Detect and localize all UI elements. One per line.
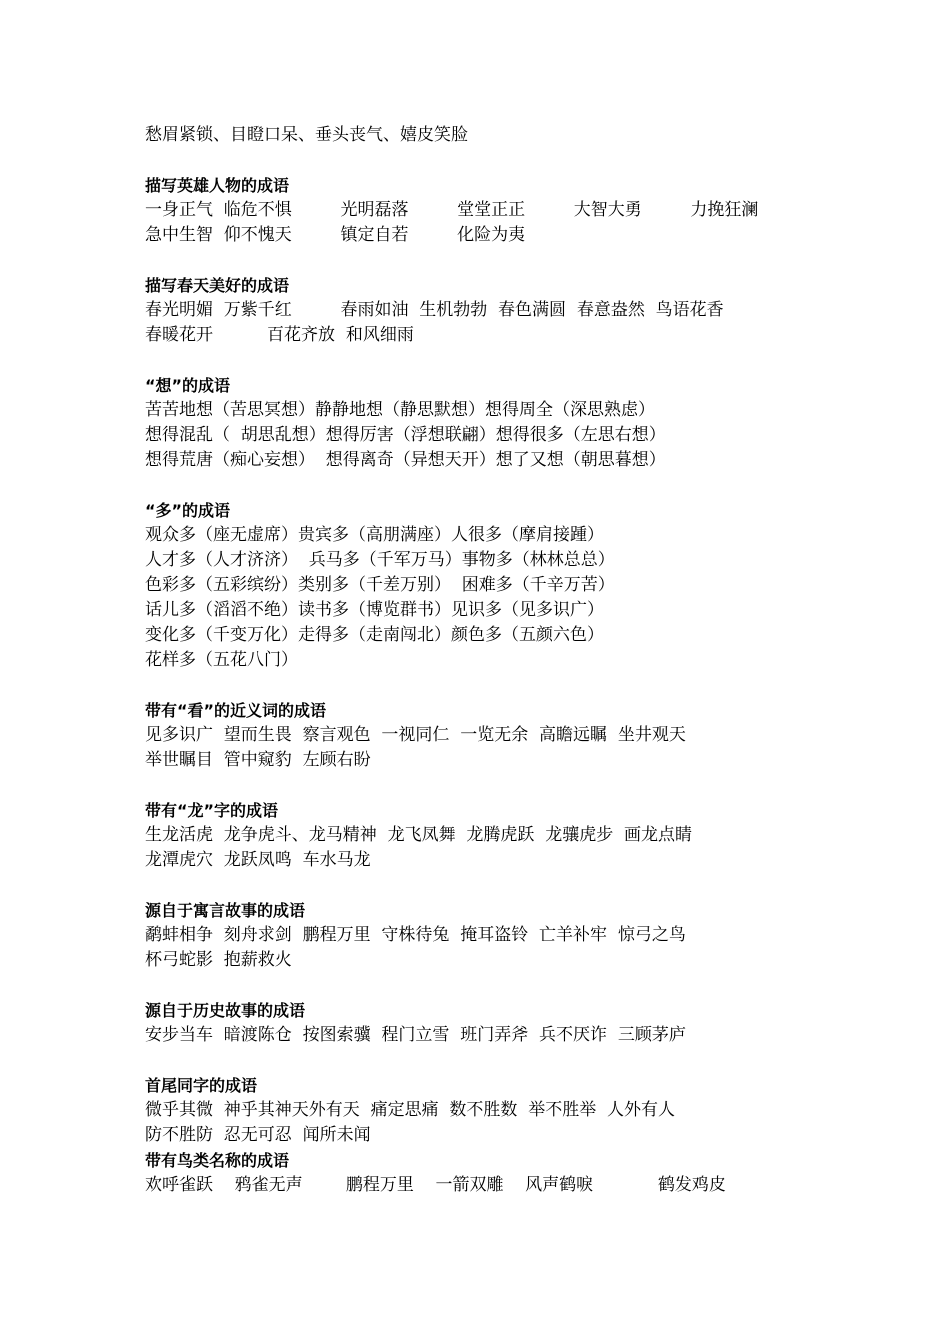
idiom-line: 鹬蚌相争 刻舟求剑 鹏程万里 守株待兔 掩耳盗铃 亡羊补牢 惊弓之鸟 bbox=[145, 925, 686, 945]
idiom-line: 苦苦地想（苦思冥想）静静地想（静思默想）想得周全（深思熟虑） bbox=[145, 400, 655, 420]
section-heading: 描写春天美好的成语 bbox=[145, 276, 290, 295]
idiom-line: 花样多（五花八门） bbox=[145, 650, 298, 670]
section-heading: 源自于寓言故事的成语 bbox=[145, 901, 306, 920]
section-heading: 带有“看”的近义词的成语 bbox=[145, 701, 327, 720]
spacer bbox=[145, 773, 865, 798]
section-heading: 源自于历史故事的成语 bbox=[145, 1001, 306, 1020]
spacer bbox=[145, 973, 865, 998]
idiom-line: 想得荒唐（痴心妄想） 想得离奇（异想天开）想了又想（朝思暮想） bbox=[145, 450, 666, 470]
section-heading: “想”的成语 bbox=[145, 376, 231, 395]
spacer bbox=[145, 1048, 865, 1073]
spacer bbox=[145, 148, 865, 173]
idiom-line: 龙潭虎穴 龙跃凤鸣 车水马龙 bbox=[145, 850, 371, 870]
section-heading: 带有“龙”字的成语 bbox=[145, 801, 279, 820]
spacer bbox=[145, 673, 865, 698]
idiom-line: 微乎其微 神乎其神天外有天 痛定思痛 数不胜数 举不胜举 人外有人 bbox=[145, 1100, 676, 1120]
idiom-line: 人才多（人才济济） 兵马多（千军万马）事物多（林林总总） bbox=[145, 550, 615, 570]
intro-line: 愁眉紧锁、目瞪口呆、垂头丧气、嬉皮笑脸 bbox=[145, 125, 468, 145]
idiom-line: 安步当车 暗渡陈仓 按图索骥 程门立雪 班门弄斧 兵不厌诈 三顾茅庐 bbox=[145, 1025, 686, 1045]
spacer bbox=[145, 873, 865, 898]
spacer bbox=[145, 248, 865, 273]
idiom-line: 急中生智 仰不愧天 镇定自若 化险为夷 bbox=[145, 225, 526, 245]
idiom-line: 变化多（千变万化）走得多（走南闯北）颜色多（五颜六色） bbox=[145, 625, 604, 645]
section-heading: 带有鸟类名称的成语 bbox=[145, 1151, 290, 1170]
spacer bbox=[145, 348, 865, 373]
idiom-line: 话儿多（滔滔不绝）读书多（博览群书）见识多（见多识广） bbox=[145, 600, 604, 620]
section-heading: 首尾同字的成语 bbox=[145, 1076, 258, 1095]
idiom-line: 杯弓蛇影 抱薪救火 bbox=[145, 950, 292, 970]
idiom-line: 举世瞩目 管中窥豹 左顾右盼 bbox=[145, 750, 371, 770]
spacer bbox=[145, 473, 865, 498]
section-heading: “多”的成语 bbox=[145, 501, 231, 520]
idiom-line: 春光明媚 万紫千红 春雨如油 生机勃勃 春色满圆 春意盎然 鸟语花香 bbox=[145, 300, 724, 320]
document-page bbox=[145, 123, 865, 1198]
idiom-line: 见多识广 望而生畏 察言观色 一视同仁 一览无余 高瞻远瞩 坐井观天 bbox=[145, 725, 686, 745]
idiom-line: 防不胜防 忍无可忍 闻所未闻 bbox=[145, 1125, 371, 1145]
idiom-line: 欢呼雀跃 鸦雀无声 鹏程万里 一箭双雕 风声鹤唳 鹤发鸡皮 bbox=[145, 1175, 726, 1195]
idiom-line: 生龙活虎 龙争虎斗、龙马精神 龙飞凤舞 龙腾虎跃 龙骧虎步 画龙点睛 bbox=[145, 825, 693, 845]
idiom-line: 春暖花开 百花齐放 和风细雨 bbox=[145, 325, 414, 345]
idiom-line: 观众多（座无虚席）贵宾多（高朋满座）人很多（摩肩接踵） bbox=[145, 525, 604, 545]
idiom-line: 一身正气 临危不惧 光明磊落 堂堂正正 大智大勇 力挽狂澜 bbox=[145, 200, 759, 220]
idiom-line: 想得混乱（ 胡思乱想）想得厉害（浮想联翩）想得很多（左思右想） bbox=[145, 425, 666, 445]
idiom-line: 色彩多（五彩缤纷）类别多（千差万别） 困难多（千辛万苦） bbox=[145, 575, 615, 595]
section-heading: 描写英雄人物的成语 bbox=[145, 176, 290, 195]
